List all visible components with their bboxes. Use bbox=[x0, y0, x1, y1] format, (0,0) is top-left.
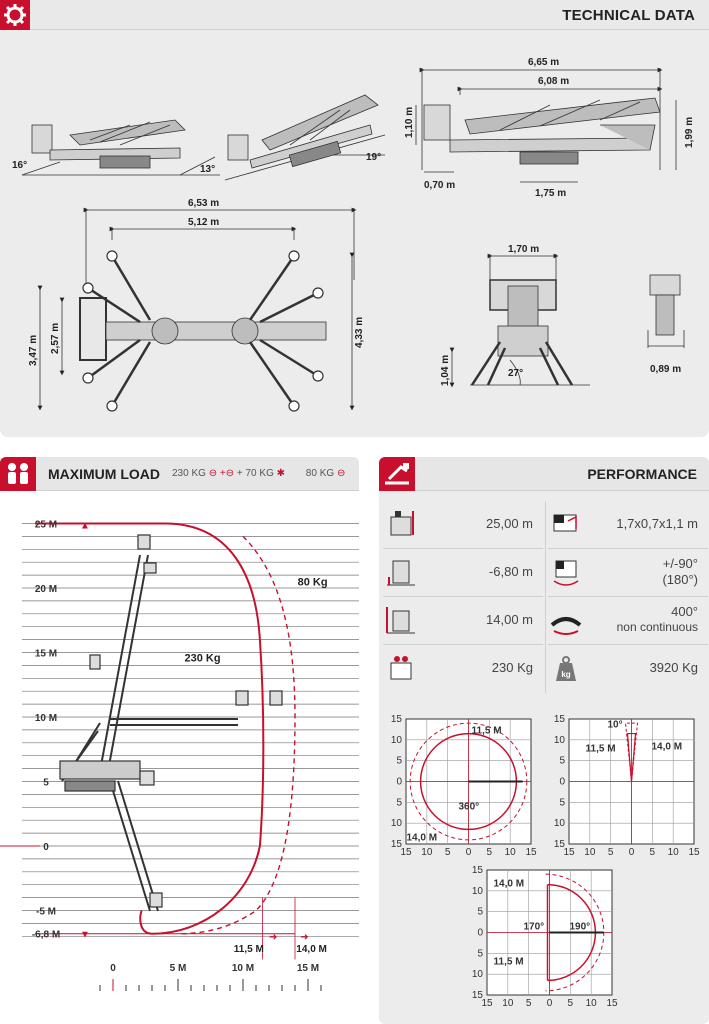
x-tick-label: 5 bbox=[486, 847, 493, 858]
x-tick-label: 10 bbox=[667, 847, 679, 858]
y-tick-label: 10 bbox=[390, 818, 402, 830]
dim-label: 5,12 m bbox=[188, 217, 220, 228]
performance-grid bbox=[379, 501, 709, 701]
x-tick-label: 10 bbox=[502, 998, 514, 1009]
performance-title: PERFORMANCE bbox=[587, 466, 697, 482]
performance-cell bbox=[548, 549, 708, 597]
performance-cell bbox=[383, 597, 543, 645]
front-view bbox=[452, 254, 590, 385]
y-tick-label: 15 bbox=[390, 839, 402, 850]
x-tick-label: 15 bbox=[688, 847, 700, 858]
reach-diagrams bbox=[379, 701, 709, 1024]
weight-unit-label: kg bbox=[561, 670, 571, 679]
x-tick-label: 15 bbox=[400, 847, 412, 858]
x-tick-label: 5 bbox=[525, 998, 532, 1009]
radius-label: 11,5 M bbox=[471, 725, 502, 737]
x-tick-label: 0 bbox=[465, 847, 472, 858]
y-tick-label: -5 M bbox=[36, 906, 56, 918]
performance-value: 25,00 m bbox=[486, 516, 533, 531]
x-tick-label: 15 M bbox=[296, 963, 320, 974]
x-tick-label: 15 bbox=[606, 998, 618, 1009]
performance-value: 1,7x0,7x1,1 m bbox=[616, 516, 698, 531]
below-ground-icon bbox=[383, 555, 419, 591]
y-tick-label: 5 bbox=[477, 906, 483, 918]
performance-panel bbox=[379, 457, 709, 1024]
performance-cell bbox=[548, 501, 708, 549]
y-tick-label: 0 bbox=[43, 842, 49, 853]
angle-label: 190° bbox=[569, 921, 591, 933]
performance-value: 400° bbox=[671, 604, 698, 619]
x-tick-label: 15 bbox=[525, 847, 537, 858]
down-arrow-icon: ▼ bbox=[80, 929, 90, 941]
performance-cell bbox=[548, 645, 708, 693]
curve-label-230: 230 Kg bbox=[184, 652, 221, 665]
basket-rotation-icon bbox=[548, 555, 584, 591]
turret-rotation-icon bbox=[548, 603, 584, 639]
dim-label: 2,57 m bbox=[50, 322, 61, 354]
y-tick-label: 5 bbox=[396, 797, 402, 809]
performance-value: +/-90° bbox=[662, 556, 698, 571]
angle-label: 13° bbox=[200, 164, 216, 175]
side-view-slope-b bbox=[225, 95, 385, 180]
angle-label: 10° bbox=[607, 719, 623, 731]
boom-lift-icon bbox=[379, 457, 415, 491]
x-tick-label: 0 bbox=[628, 847, 635, 858]
performance-cell bbox=[383, 549, 543, 597]
y-tick-label: 10 bbox=[553, 818, 565, 830]
performance-value: -6,80 m bbox=[488, 564, 533, 579]
angle-label: 27° bbox=[508, 368, 524, 379]
x-tick-label: 5 bbox=[649, 847, 656, 858]
radius-label: 14,0 M bbox=[651, 741, 683, 753]
grid-divider bbox=[545, 501, 546, 693]
outreach-icon bbox=[383, 603, 419, 639]
reach-arrow-icon: ➜ bbox=[269, 932, 278, 944]
dim-label: 6,53 m bbox=[188, 198, 220, 209]
y-tick-label: 15 bbox=[553, 714, 565, 725]
y-tick-label: 10 bbox=[471, 885, 483, 897]
radius-label: 14,0 M bbox=[406, 832, 438, 844]
basket-load-icon bbox=[383, 651, 419, 687]
rear-view bbox=[648, 275, 684, 348]
side-view-slope-a bbox=[22, 120, 220, 175]
angle-label: 170° bbox=[523, 921, 545, 933]
x-tick-label: 5 M bbox=[169, 963, 187, 974]
x-tick-label: 10 bbox=[585, 998, 597, 1009]
legend-230: 230 KG bbox=[172, 468, 206, 479]
x-tick-label: 0 bbox=[546, 998, 553, 1009]
maximum-load-header bbox=[0, 457, 359, 491]
top-view bbox=[40, 208, 354, 411]
basket-size-icon bbox=[548, 507, 584, 543]
x-tick-label: 10 bbox=[584, 847, 596, 858]
load-legend bbox=[172, 468, 345, 479]
y-tick-label: 20 M bbox=[34, 584, 58, 595]
y-tick-label: 15 bbox=[390, 714, 402, 725]
maximum-load-title: MAXIMUM LOAD bbox=[48, 466, 160, 482]
performance-cell bbox=[383, 645, 543, 693]
performance-value: 14,00 m bbox=[486, 612, 533, 627]
performance-header bbox=[379, 457, 709, 491]
reach-label-b: 14,0 M bbox=[296, 943, 327, 955]
y-tick-label: 5 bbox=[43, 777, 49, 789]
performance-value-secondary: non continuous bbox=[616, 620, 698, 634]
curve-label-80: 80 Kg bbox=[297, 576, 328, 589]
page-title: TECHNICAL DATA bbox=[562, 7, 695, 24]
y-tick-label: 15 bbox=[471, 990, 483, 1001]
x-tick-label: 5 bbox=[567, 998, 574, 1009]
x-tick-label: 10 bbox=[421, 847, 433, 858]
dim-label: 1,04 m bbox=[440, 354, 451, 386]
dim-label: 1,99 m bbox=[684, 116, 695, 148]
angle-label: 16° bbox=[12, 160, 28, 171]
y-tick-label: -6,8 M bbox=[31, 929, 61, 941]
performance-cell bbox=[383, 501, 543, 549]
weight-icon bbox=[548, 651, 584, 687]
x-tick-label: 5 bbox=[444, 847, 451, 858]
y-tick-label: 5 bbox=[396, 755, 402, 767]
technical-drawings bbox=[0, 30, 709, 437]
up-arrow-icon: ▲ bbox=[80, 520, 90, 532]
angle-label: 19° bbox=[366, 152, 382, 163]
reach-diagram-170-190 bbox=[472, 865, 618, 1009]
y-tick-label: 15 M bbox=[34, 648, 58, 660]
performance-cell bbox=[548, 597, 708, 645]
y-tick-label: 25 M bbox=[34, 519, 58, 531]
dim-label: 0,70 m bbox=[424, 180, 456, 191]
y-tick-label: 10 bbox=[390, 734, 402, 746]
legend-70: + 70 KG bbox=[236, 468, 274, 479]
dim-label: 4,33 m bbox=[354, 316, 365, 348]
y-tick-label: 15 bbox=[553, 839, 565, 850]
y-tick-label: 0 bbox=[396, 776, 402, 788]
y-tick-label: 5 bbox=[477, 948, 483, 960]
y-tick-label: 0 bbox=[559, 776, 565, 788]
person-icon: ⊖ bbox=[208, 468, 218, 479]
person-icon: +⊖ bbox=[219, 468, 235, 479]
y-tick-label: 0 bbox=[477, 927, 483, 939]
performance-value-secondary: (180°) bbox=[662, 572, 698, 587]
dim-label: 6,08 m bbox=[538, 76, 570, 87]
maximum-load-panel bbox=[0, 457, 359, 1024]
performance-value: 230 Kg bbox=[491, 660, 533, 675]
legend-80: 80 KG bbox=[305, 468, 335, 479]
dim-label: 0,89 m bbox=[650, 364, 682, 375]
load-chart bbox=[0, 491, 359, 1024]
dim-label: 1,75 m bbox=[535, 188, 567, 199]
x-tick-label: 0 bbox=[110, 963, 116, 974]
x-tick-label: 10 M bbox=[231, 963, 255, 974]
person-icon: ⊖ bbox=[336, 468, 346, 479]
y-tick-label: 10 bbox=[471, 969, 483, 981]
dim-label: 3,47 m bbox=[28, 334, 39, 366]
reach-arrow-icon: ➜ bbox=[300, 932, 309, 944]
people-icon bbox=[0, 457, 36, 491]
page-header bbox=[0, 0, 709, 30]
y-tick-label: 10 bbox=[553, 734, 565, 746]
technical-drawings-panel bbox=[0, 30, 709, 437]
y-tick-label: 5 bbox=[559, 797, 565, 809]
radius-label: 14,0 M bbox=[493, 878, 525, 890]
reach-diagram-10 bbox=[554, 714, 700, 858]
x-tick-label: 15 bbox=[481, 998, 493, 1009]
y-tick-label: 15 bbox=[471, 865, 483, 876]
dim-label: 6,65 m bbox=[528, 57, 560, 68]
radius-label: 11,5 M bbox=[585, 743, 616, 755]
performance-value: 3920 Kg bbox=[649, 660, 698, 675]
radius-label: 11,5 M bbox=[493, 956, 524, 968]
reach-label-a: 11,5 M bbox=[233, 943, 264, 955]
gear-icon bbox=[0, 0, 30, 30]
rotation-label: 360° bbox=[458, 801, 480, 813]
dim-label: 1,70 m bbox=[508, 244, 540, 255]
x-tick-label: 15 bbox=[563, 847, 575, 858]
working-height-icon bbox=[383, 507, 419, 543]
y-tick-label: 5 bbox=[559, 755, 565, 767]
y-tick-label: 10 M bbox=[34, 713, 58, 724]
tool-icon: ✱ bbox=[276, 468, 286, 479]
x-tick-label: 5 bbox=[607, 847, 614, 858]
dim-label: 1,10 m bbox=[404, 106, 415, 138]
reach-diagram-360 bbox=[391, 714, 537, 858]
x-tick-label: 10 bbox=[504, 847, 516, 858]
